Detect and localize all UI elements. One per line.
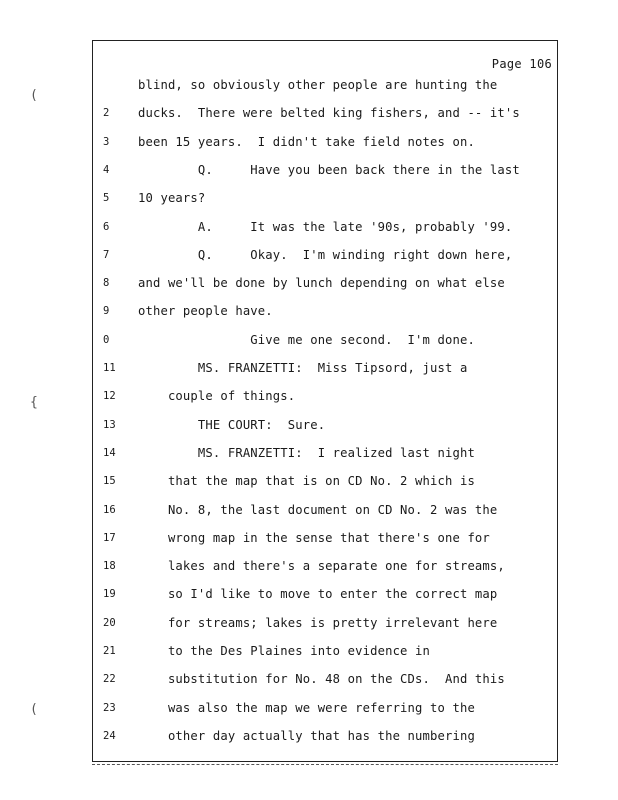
transcript-line: 10 years? [138,191,206,206]
line-number: 9 [103,305,110,318]
line-number: 7 [103,248,110,261]
transcript-line: lakes and there's a separate one for streams, [138,559,505,574]
transcript-line: other day actually that has the numbering [138,728,475,743]
line-number: 5 [103,192,110,205]
transcript-line: blind, so obviously other people are hunting the [138,78,498,92]
transcript-line: wrong map in the sense that there's one for [138,530,490,545]
transcript-line: and we'll be done by lunch depending on what else [138,276,505,291]
line-number: 17 [103,531,116,544]
line-number: 6 [103,220,110,233]
line-number: 4 [103,163,110,176]
transcript-line: THE COURT: Sure. [138,417,326,432]
transcript-line: to the Des Plaines into evidence in [138,644,431,658]
line-number: 19 [103,588,116,601]
line-number: 22 [103,673,116,686]
transcript-line: for streams; lakes is pretty irrelevant here [138,615,498,630]
line-number: 2 [103,107,110,120]
transcript-line: No. 8, the last document on CD No. 2 was the [138,502,498,517]
line-number: 16 [103,503,116,516]
bottom-rule [92,764,558,765]
transcript-line: that the map that is on CD No. 2 which is [138,474,475,489]
transcript-line: A. It was the late '90s, probably '99. [138,219,513,234]
transcript-line: couple of things. [138,389,296,404]
transcript-line: MS. FRANZETTI: I realized last night [138,445,475,460]
line-number: 3 [103,135,110,148]
transcript-line: so I'd like to move to enter the correct map [138,587,498,602]
line-number: 14 [103,446,116,459]
line-number: 18 [103,560,116,573]
line-number: 13 [103,418,116,431]
transcript-line: substitution for No. 48 on the CDs. And this [138,672,505,687]
transcript-line: Q. Have you been back there in the last [138,162,520,177]
line-number: 15 [103,475,116,488]
transcript-line: MS. FRANZETTI: Miss Tipsord, just a [138,361,468,375]
line-number: 8 [103,277,110,290]
transcript-line: other people have. [138,304,273,319]
line-number: 12 [103,390,116,403]
page-number: Page 106 [491,57,552,71]
line-number: 11 [103,362,116,374]
margin-mark: ( [30,88,38,103]
line-number: 24 [103,729,116,742]
transcript-line: been 15 years. I didn't take field notes on. [138,134,475,149]
transcript-line: Give me one second. I'm done. [138,332,475,347]
line-number: 21 [103,645,116,657]
margin-mark: { [30,395,38,410]
transcript-line: ducks. There were belted king fishers, and -- it's [138,106,520,121]
margin-mark: ( [30,702,38,717]
line-number: 23 [103,701,116,714]
transcript-line: Q. Okay. I'm winding right down here, [138,247,513,262]
line-number: 0 [103,333,110,346]
line-number: 20 [103,616,116,629]
transcript-line: was also the map we were referring to the [138,700,475,715]
